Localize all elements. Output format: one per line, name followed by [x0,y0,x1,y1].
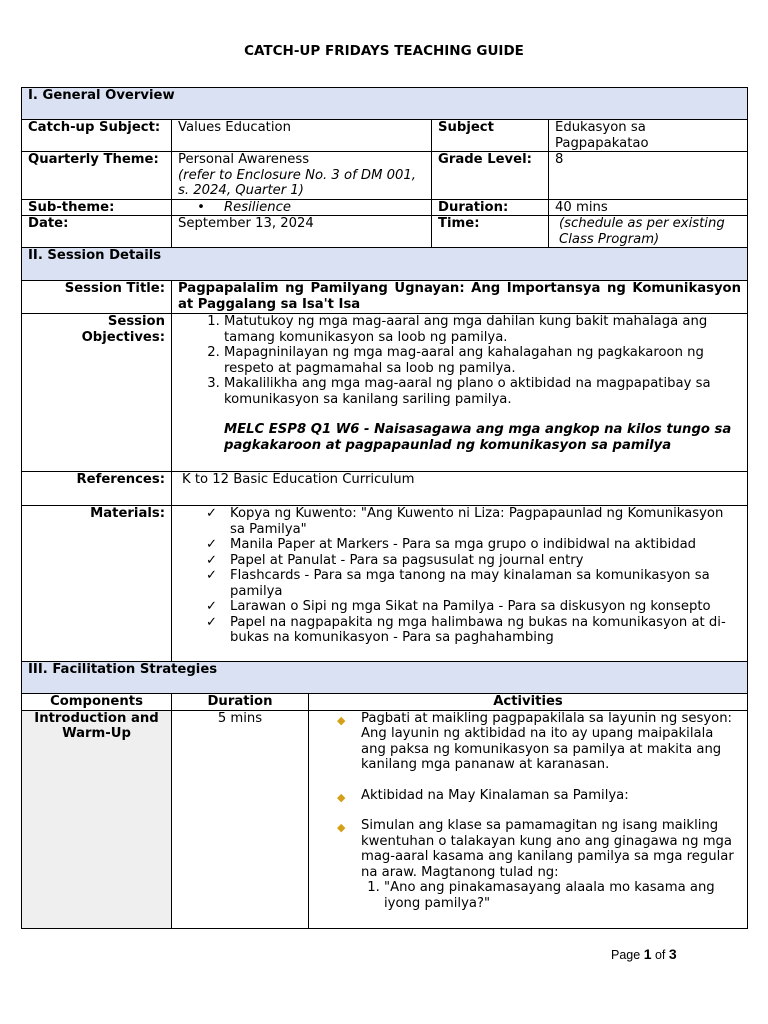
column-header-components: Components [22,694,172,711]
grade-level-label: Grade Level: [432,152,549,200]
of-word: of [654,948,666,962]
diamond-bullet-icon: ◆ [337,713,346,727]
page-total: 3 [668,946,677,962]
references-value: K to 12 Basic Education Curriculum [172,472,748,506]
quarterly-theme-cell [172,152,432,200]
material-text: Papel at Panulat - Para sa pagsusulat ng journal entry [230,552,584,568]
session-title-label: Session Title: [22,281,172,314]
column-header-duration: Duration [172,694,309,711]
page-current: 1 [643,946,652,962]
checkmark-icon: ✓ [206,599,218,614]
material-text: Kopya ng Kuwento: "Ang Kuwento ni Liza: Pagpapaunlad ng Komunikasyon sa Pamilya" [230,506,724,537]
list-item [337,787,741,804]
question-list [361,880,741,911]
objectives-list [178,314,741,407]
materials-list [178,506,741,646]
checkmark-icon: ✓ [206,506,218,521]
session-objectives-label: Session Objectives: [22,314,172,472]
section-facilitation-strategies: III. Facilitation Strategies [22,662,748,694]
activity-text: Pagbati at maikling pagpapakilala sa layunin ng sesyon: Ang layunin ng aktibidad na ito ay upang maipakilala ang paksa ng komunikasyon sa pamilya at makita ang kanilang mga pananaw at karanasan. [361,710,732,772]
list-item: 2. Mapagninilayan ng mga mag-aaral ang kahalagahan ng pagkakaroon ng respeto at pagmamahal sa loob ng pamilya. [224,345,741,376]
diamond-bullet-icon: ◆ [337,790,346,804]
grade-level-value: 8 [549,152,748,200]
time-label: Time: [432,216,549,248]
checkmark-icon: ✓ [206,537,218,552]
materials-label: Materials: [22,506,172,662]
list-item [206,599,741,615]
list-item: 3. Makalilikha ang mga mag-aaral ng plano o aktibidad na magpapatibay sa komunikasyon sa kanilang sariling pamilya. [224,376,741,407]
list-item: 1. Matutukoy ng mga mag-aaral ang mga dahilan kung bakit mahalaga ang tamang komunikasyon sa loob ng pamilya. [224,314,741,345]
material-text: Papel na nagpapakita ng mga halimbawa ng bukas na komunikasyon at di-bukas na komunikasyon - Para sa paghahambing [230,614,726,645]
list-item [337,818,741,911]
session-objectives-cell [172,314,748,472]
column-header-activities: Activities [309,694,748,711]
teaching-guide-table [21,87,748,929]
section-general-overview: I. General Overview [22,88,748,120]
materials-cell [172,506,748,662]
quarterly-theme-note: (refer to Enclosure No. 3 of DM 001, s. 2024, Quarter 1) [178,167,416,198]
date-value: September 13, 2024 [172,216,432,248]
duration-label: Duration: [432,199,549,216]
activities-list [315,711,741,912]
subject-value: Edukasyon sa Pagpapakatao [549,120,748,152]
session-title-value: Pagpapalalim ng Pamilyang Ugnayan: Ang Importansya ng Komunikasyon at Paggalang sa Isa't Isa [172,281,748,314]
section-session-details: II. Session Details [22,248,748,281]
material-text: Flashcards - Para sa mga tanong na may kinalaman sa komunikasyon sa pamilya [230,568,710,599]
sub-theme-label: Sub-theme: [22,199,172,216]
list-item [206,614,741,646]
activities-cell [309,710,748,928]
time-value: (schedule as per existing Class Program) [549,216,748,248]
material-text: Manila Paper at Markers - Para sa mga grupo o indibidwal na aktibidad [230,537,697,552]
list-item [206,537,741,553]
activity-text: Aktibidad na May Kinalaman sa Pamilya: [361,787,629,803]
duration-value: 40 mins [549,199,748,216]
sub-theme-cell [172,199,432,216]
catchup-subject-label: Catch-up Subject: [22,120,172,152]
page-word: Page [611,948,641,962]
component-duration: 5 mins [172,710,309,928]
bullet-icon: • [197,199,205,215]
sub-theme-value: Resilience [224,199,291,215]
references-label: References: [22,472,172,506]
list-item [206,506,741,537]
activity-text: Simulan ang klase sa pamamagitan ng isang maikling kwentuhan o talakayan kung ano ang ginagawa ng mga mag-aaral kasama ang kanilang pamilya sa mga regular na araw. Magtanong tulad ng: [361,818,734,880]
component-intro: Introduction and Warm-Up [22,710,172,928]
list-item [206,552,741,569]
checkmark-icon: ✓ [206,614,218,630]
diamond-bullet-icon: ◆ [337,821,346,834]
subject-label: Subject [432,120,549,152]
catchup-subject-value: Values Education [172,120,432,152]
document-title: CATCH-UP FRIDAYS TEACHING GUIDE [244,43,524,59]
date-label: Date: [22,216,172,248]
page-number [611,946,677,962]
list-item: 1. "Ano ang pinakamasayang alaala mo kasama ang iyong pamilya?" [384,880,741,911]
list-item [337,710,741,773]
list-item [206,568,741,599]
quarterly-theme-label: Quarterly Theme: [22,152,172,200]
material-text: Larawan o Sipi ng mga Sikat na Pamilya - Para sa diskusyon ng konsepto [230,599,711,614]
melc-statement: MELC ESP8 Q1 W6 - Naisasagawa ang mga angkop na kilos tungo sa pagkakaroon at pagpapaunlad ng komunikasyon sa pamilya [224,422,732,453]
quarterly-theme-value: Personal Awareness [178,152,310,167]
checkmark-icon: ✓ [206,552,218,568]
checkmark-icon: ✓ [206,568,218,583]
